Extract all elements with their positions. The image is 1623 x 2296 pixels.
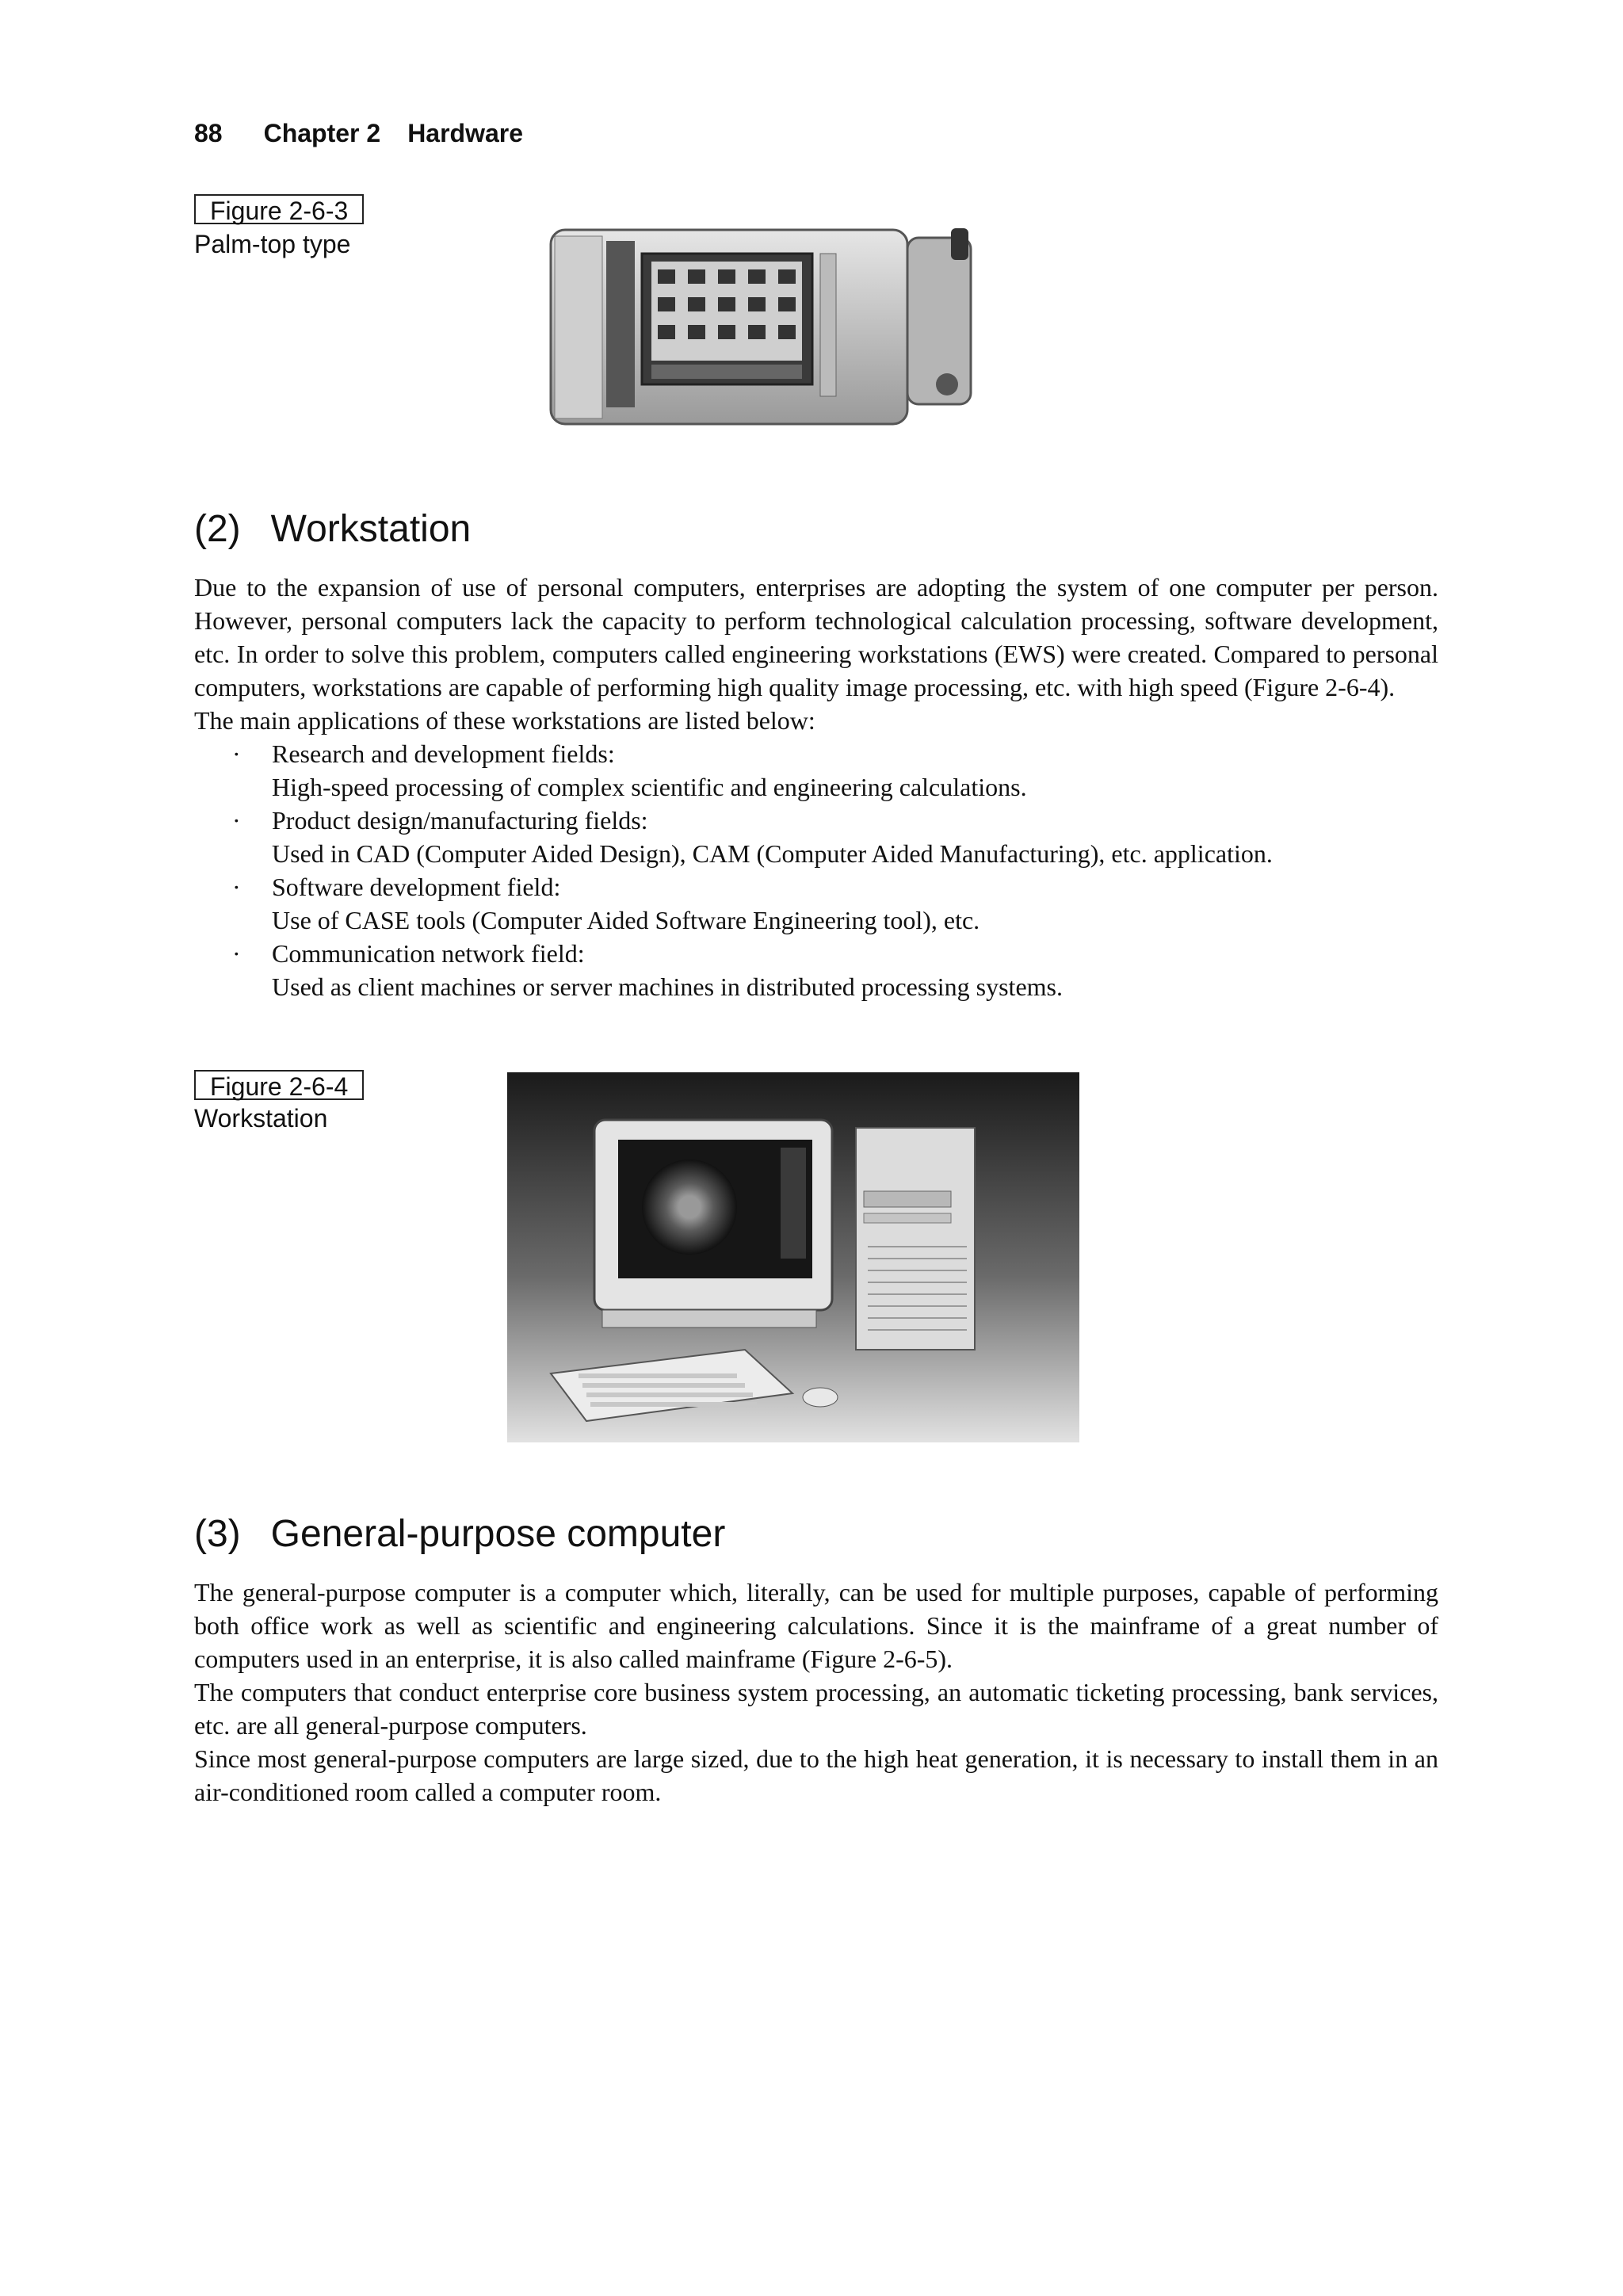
list-item-title: Software development field: [272,873,561,901]
paragraph: The main applications of these workstations are listed below: [194,706,815,735]
section-body-general-purpose [194,1576,1438,1809]
paragraph: The computers that conduct enterprise core business system processing, an automatic ticketing processing, bank services, etc. are all general-purpose computers. [194,1678,1438,1740]
figure-label: Figure 2-6-3 [194,194,364,224]
chapter-label: Chapter 2 [263,119,381,147]
paragraph: The general-purpose computer is a computer which, literally, can be used for multiple purposes, capable of performing both office work as well as scientific and engineering calculations. Since it is the mainframe of a great number of computers used in an enterprise, it is also called mainframe (Figure 2-6-5). [194,1578,1438,1673]
list-item [194,737,1438,804]
list-item-title: Communication network field: [272,939,585,968]
list-item [194,804,1438,870]
figure-label: Figure 2-6-4 [194,1070,364,1100]
section-label: Hardware [407,119,524,147]
workstation-image [507,1072,1079,1442]
bullet-icon: · [232,939,241,968]
bullet-icon: · [232,873,241,901]
section-number: (2) [194,508,241,550]
bullet-icon: · [232,806,241,835]
section-heading-workstation [194,507,471,551]
section-body-workstation [194,571,1438,1003]
list-item-title: Research and development fields: [272,739,615,768]
list-item-desc: Used in CAD (Computer Aided Design), CAM (Computer Aided Manufacturing), etc. application. [272,839,1273,868]
page-header [194,119,523,148]
paragraph: Due to the expansion of use of personal computers, enterprises are adopting the system of one computer per person. However, personal computers lack the capacity to perform technological calculation processing, software development, etc. In order to solve this problem, computers called engineering workstations (EWS) were created. Compared to personal computers, workstations are capable of performing high quality image processing, etc. with high speed (Figure 2-6-4). [194,573,1438,701]
applications-list [194,737,1438,1003]
list-item [194,937,1438,1003]
figure-caption: Palm-top type [194,230,351,258]
section-title: General-purpose computer [270,1513,726,1555]
list-item-desc: Use of CASE tools (Computer Aided Software Engineering tool), etc. [272,906,980,934]
page-number: 88 [194,119,223,147]
list-item-title: Product design/manufacturing fields: [272,806,648,835]
list-item-desc: Used as client machines or server machines in distributed processing systems. [272,972,1063,1001]
section-number: (3) [194,1513,241,1555]
section-heading-general-purpose [194,1512,725,1556]
section-title: Workstation [270,508,472,550]
palm-top-computer-image [547,222,975,428]
figure-caption: Workstation [194,1104,328,1133]
bullet-icon: · [232,739,241,768]
paragraph: Since most general-purpose computers are large sized, due to the high heat generation, it is necessary to install them in an air-conditioned room called a computer room. [194,1744,1438,1806]
list-item-desc: High-speed processing of complex scientific and engineering calculations. [272,773,1027,801]
list-item [194,870,1438,937]
